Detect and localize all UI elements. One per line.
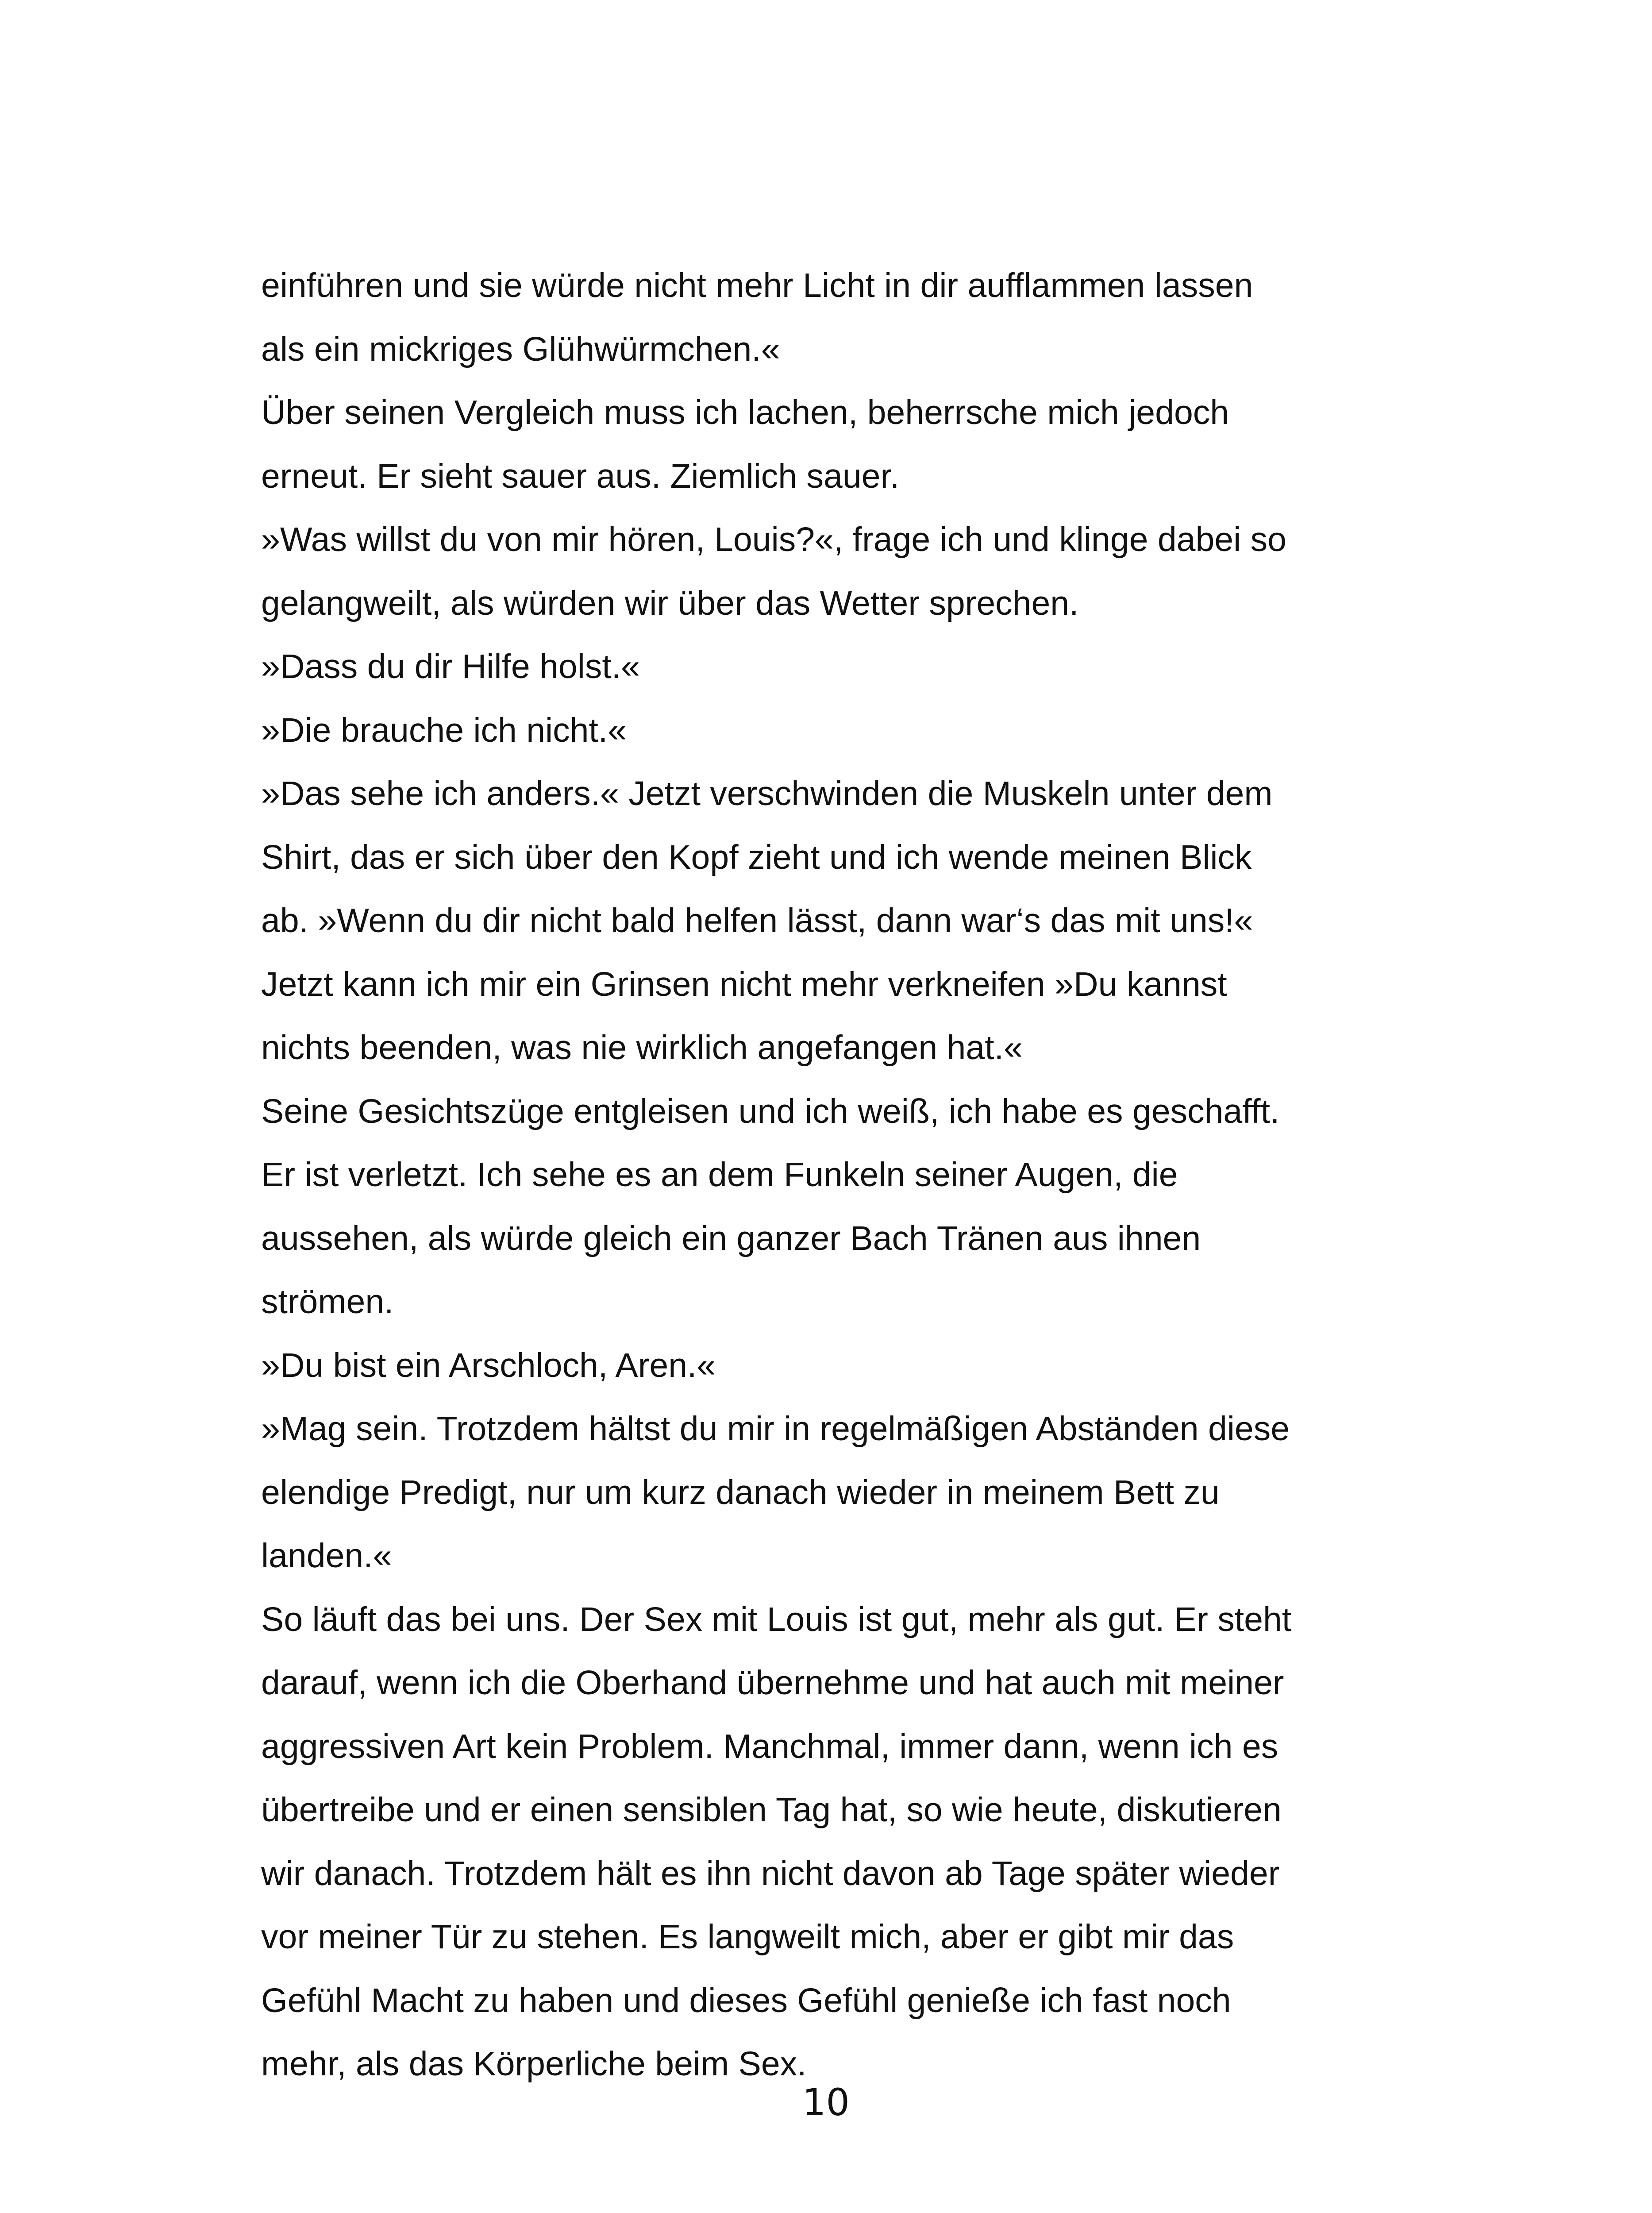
text-line: strömen.	[261, 1283, 394, 1321]
text-line: ab. »Wenn du dir nicht bald helfen lässt, dann war‘s das mit uns!«	[261, 902, 1253, 940]
text-line: »Die brauche ich nicht.«	[261, 711, 627, 749]
text-line: Gefühl Macht zu haben und dieses Gefühl genieße ich fast noch	[261, 1981, 1231, 2020]
text-line: So läuft das bei uns. Der Sex mit Louis ist gut, mehr als gut. Er steht	[261, 1600, 1292, 1639]
text-line: vor meiner Tür zu stehen. Es langweilt mich, aber er gibt mir das	[261, 1918, 1234, 1956]
text-line: als ein mickriges Glühwürmchen.«	[261, 330, 780, 368]
body-text	[261, 254, 1394, 2096]
text-line: darauf, wenn ich die Oberhand übernehme und hat auch mit meiner	[261, 1664, 1284, 1702]
text-line: »Dass du dir Hilfe holst.«	[261, 648, 640, 686]
text-line: wir danach. Trotzdem hält es ihn nicht davon ab Tage später wieder	[261, 1854, 1280, 1893]
text-line: nichts beenden, was nie wirklich angefangen hat.«	[261, 1029, 1023, 1067]
text-line: elendige Predigt, nur um kurz danach wieder in meinem Bett zu	[261, 1473, 1220, 1511]
text-line: aussehen, als würde gleich ein ganzer Bach Tränen aus ihnen	[261, 1219, 1201, 1257]
text-line: erneut. Er sieht sauer aus. Ziemlich sauer.	[261, 457, 900, 495]
text-line: »Das sehe ich anders.« Jetzt verschwinden die Muskeln unter dem	[261, 775, 1273, 813]
text-line: aggressiven Art kein Problem. Manchmal, immer dann, wenn ich es	[261, 1727, 1278, 1766]
page-number: 10	[802, 2081, 850, 2124]
text-line: »Was willst du von mir hören, Louis?«, frage ich und klinge dabei so	[261, 520, 1286, 559]
text-line: Über seinen Vergleich muss ich lachen, beherrsche mich jedoch	[261, 393, 1229, 432]
text-line: gelangweilt, als würden wir über das Wetter sprechen.	[261, 584, 1079, 622]
text-line: einführen und sie würde nicht mehr Licht in dir aufflammen lassen	[261, 266, 1253, 305]
text-line: Jetzt kann ich mir ein Grinsen nicht mehr verkneifen »Du kannst	[261, 965, 1227, 1003]
text-line: »Du bist ein Arschloch, Aren.«	[261, 1346, 716, 1384]
text-line: »Mag sein. Trotzdem hältst du mir in regelmäßigen Abständen diese	[261, 1410, 1290, 1448]
text-line: landen.«	[261, 1537, 392, 1575]
text-line: Seine Gesichtszüge entgleisen und ich weiß, ich habe es geschafft.	[261, 1092, 1280, 1130]
text-line: Er ist verletzt. Ich sehe es an dem Funkeln seiner Augen, die	[261, 1156, 1178, 1194]
text-line: mehr, als das Körperliche beim Sex.	[261, 2045, 807, 2083]
text-line: Shirt, das er sich über den Kopf zieht und ich wende meinen Blick	[261, 838, 1252, 876]
text-line: übertreibe und er einen sensiblen Tag hat, so wie heute, diskutieren	[261, 1791, 1282, 1829]
